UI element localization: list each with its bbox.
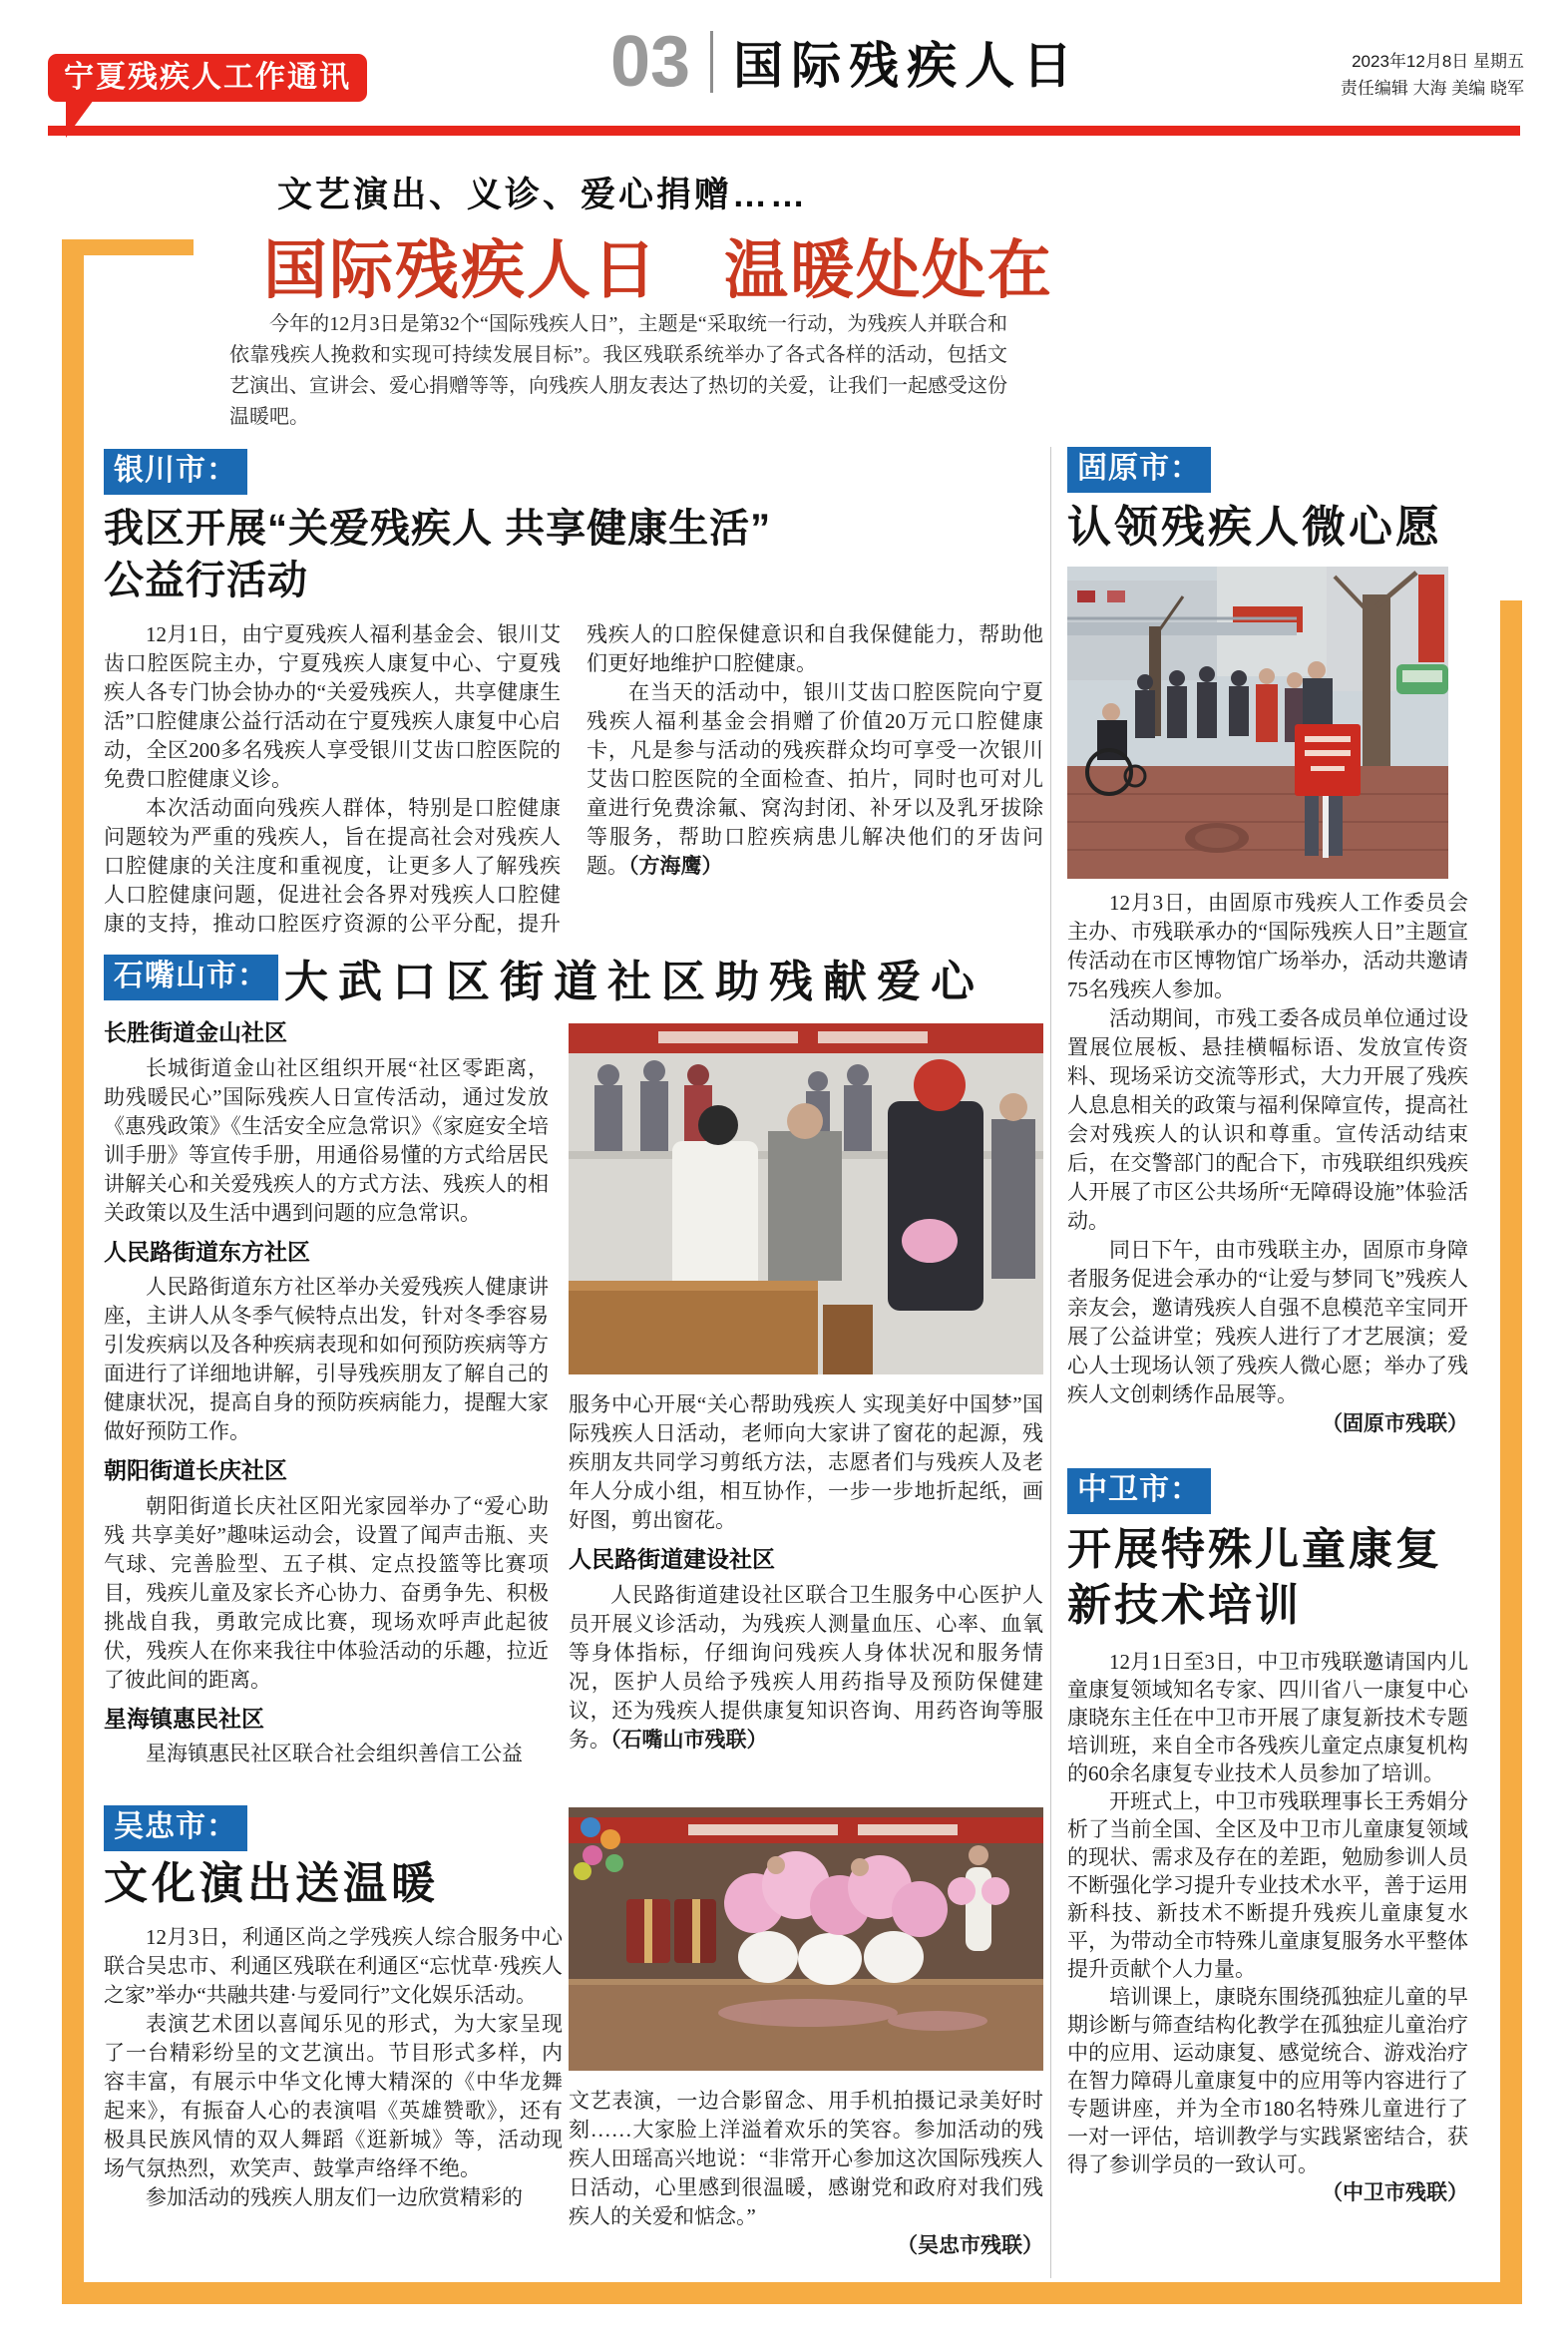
continuation-paragraph: 文艺表演，一边合影留念、用手机拍摄记录美好时刻……大家脸上洋溢着欢乐的笑容。参加活动的残疾人田瑶高兴地说：“非常开心参加这次国际残疾人日活动，心里感到很温暖，感谢党和政府对我们残疾人的关爱和惦念。” xyxy=(569,2089,1043,2228)
article-title xyxy=(104,503,1043,606)
subhead: 朝阳街道长庆社区 xyxy=(104,1457,287,1484)
paragraph: 人民路街道建设社区联合卫生服务中心医护人员开展义诊活动，为残疾人测量血压、心率、血氧等身体指标，仔细询问残疾人身体状况和服务情况，医护人员给予残疾人用药指导及预防保健建议，还为残疾人提供康复知识咨询、用药咨询等服务。（石嘴山市残联） xyxy=(569,1582,1043,1752)
article-body xyxy=(104,1923,563,2212)
masthead-center xyxy=(610,22,1081,102)
shizuishan-clinic-photo xyxy=(569,1023,1043,1374)
masthead-divider xyxy=(710,31,713,93)
title-line-2: 公益行活动 xyxy=(104,559,308,602)
article-title: 认领残疾人微心愿 xyxy=(1067,503,1442,552)
lead-headline: 国际残疾人日 温暖处处在 xyxy=(263,234,1053,306)
article-zhongwei xyxy=(1067,1468,1468,2206)
paragraph: 12月1日，由宁夏残疾人福利基金会、银川艾齿口腔医院主办，宁夏残疾人康复中心、宁夏残疾人各专门协会协办的“关爱残疾人，共享健康生活”口腔健康公益行活动在宁夏残疾人康复中心启动，全区200多名残疾人享受银川艾齿口腔医院的免费口腔健康义诊。 xyxy=(104,622,561,791)
page-topic: 国际残疾人日 xyxy=(733,38,1081,94)
byline: （固原市残联） xyxy=(1322,1411,1468,1435)
article-yinchuan xyxy=(104,449,1043,942)
city-label-wuzhong: 吴忠市： xyxy=(104,1805,247,1851)
wuzhong-stage-photo xyxy=(569,1807,1043,2071)
paragraph: 12月1日至3日，中卫市残联邀请国内儿童康复领域知名专家、四川省八一康复中心康晓东主任在中卫市开展了康复新技术专题培训班，来自全市各残疾儿童定点康复机构的60余名康复专业技术人员参加了培训。 xyxy=(1067,1650,1468,1785)
editors-line: 责任编辑 大海 美编 晓军 xyxy=(1340,79,1524,98)
page-number: 03 xyxy=(610,22,691,102)
shizuishan-right-body xyxy=(569,1390,1043,1755)
title-line-1: 我区开展“关爱残疾人 共享健康生活” xyxy=(104,507,772,551)
article-title xyxy=(1067,1522,1468,1634)
city-label-zhongwei: 中卫市： xyxy=(1067,1468,1211,1514)
wuzhong-right-body xyxy=(569,2087,1043,2260)
article-guyuan xyxy=(1067,447,1468,1438)
shizuishan-left-column xyxy=(104,1019,549,1768)
paragraph: 培训课上，康晓东围绕孤独症儿童的早期诊断与筛查结构化教学在孤独症儿童治疗中的应用、运动康复、感觉统合、游戏治疗在智力障碍儿童康复中的应用等内容进行了专题讲座，并为全市180名特殊儿童进行了一对一评估，培训教学与实践紧密结合，获得了参训学员的一致认可。 xyxy=(1067,1985,1468,2176)
subhead: 人民路街道建设社区 xyxy=(569,1546,775,1572)
subhead: 人民路街道东方社区 xyxy=(104,1238,310,1265)
city-label-shizuishan: 石嘴山市： xyxy=(104,955,278,1000)
article-title: 文化演出送温暖 xyxy=(104,1859,439,1908)
masthead-right xyxy=(1341,48,1524,102)
city-label-yinchuan: 银川市： xyxy=(104,449,247,495)
byline: （中卫市残联） xyxy=(1322,2180,1468,2204)
paragraph: 长城街道金山社区组织开展“社区零距离，助残暖民心”国际残疾人日宣传活动，通过发放《惠残政策》《生活安全应急常识》《家庭安全培训手册》等宣传手册，用通俗易懂的方式给居民讲解关心和关爱残疾人的方式方法、残疾人的相关政策以及生活中遇到问题的应急常识。 xyxy=(104,1055,549,1225)
frame-left-bar xyxy=(62,239,84,2304)
byline: （吴忠市残联） xyxy=(897,2233,1043,2257)
paragraph: 表演艺术团以喜闻乐见的形式，为大家呈现了一台精彩纷呈的文艺演出。节目形式多样，内容丰富，有展示中华文化博大精深的《中华龙舞起来》，有振奋人心的表演唱《英雄赞歌》，还有极具民族风情的双人舞蹈《逛新城》等，活动现场气氛热烈，欢笑声、鼓掌声络绎不绝。 xyxy=(104,2012,563,2180)
lead-kicker: 文艺演出、义诊、爱心捐赠…… xyxy=(277,176,809,214)
shizuishan-right-column xyxy=(569,1023,1043,1755)
paragraph: 本次活动面向残疾人群体，特别是口腔健康问题较为严重的残疾人，旨在提高社会对残疾人口腔健康的关注度和重视度，让更多人了解残疾人口腔健康问题，促进社会各界对残疾人口腔健康的支持，推动口腔医疗资源的公平分配，提升残疾人的口腔保健意识和自我保健能力，帮助他们更好地维护口腔健康。 xyxy=(104,622,1043,936)
article-wuzhong xyxy=(104,1805,563,2212)
guyuan-street-photo xyxy=(1067,567,1448,879)
article-body xyxy=(104,620,1043,942)
subhead: 长胜街道金山社区 xyxy=(104,1019,287,1045)
frame-right-bar xyxy=(1500,600,1522,2304)
byline: （石嘴山市残联） xyxy=(610,1727,768,1752)
lead-intro: 今年的12月3日是第32个“国际残疾人日”，主题是“采取统一行动，为残疾人并联合和依靠残疾人挽救和实现可持续发展目标”。我区残联系统举办了各式各样的活动，包括文艺演出、宣讲会、爱心捐赠等等，向残疾人朋友表达了热切的关爱，让我们一起感受这份温暖吧。 xyxy=(229,313,1007,428)
paragraph: 在当天的活动中，银川艾齿口腔医院向宁夏残疾人福利基金会捐赠了价值20万元口腔健康卡，凡是参与活动的残疾群众均可享受一次银川艾齿口腔医院的全面检查、拍片，同时也可对儿童进行免费涂氟、窝沟封闭、补牙以及乳牙拔除等服务，帮助口腔疾病患儿解决他们的牙齿问题。（方海鹰） xyxy=(587,680,1043,878)
article-body xyxy=(1067,1648,1468,2206)
article-body xyxy=(1067,889,1468,1438)
masthead-rule xyxy=(48,126,1520,136)
paragraph: 开班式上，中卫市残联理事长王秀娟分析了当前全国、全区及中卫市儿童康复领域的现状、需求及存在的差距，勉励参训人员不断强化学习提升专业技术水平，善于运用新科技、新技术不断提升残疾儿童康复水平，为带动全市特殊儿童康复服务水平整体提升贡献个人力量。 xyxy=(1067,1789,1468,1981)
byline: （方海鹰） xyxy=(628,854,723,878)
wuzhong-right-column xyxy=(569,1807,1043,2260)
paragraph: 12月3日，利通区尚之学残疾人综合服务中心联合吴忠市、利通区残联在利通区“忘忧草·残疾人之家”举办“共融共建·与爱同行”文化娱乐活动。 xyxy=(104,1925,563,2007)
paragraph: 朝阳街道长庆社区阳光家园举办了“爱心助残 共享美好”趣味运动会，设置了闻声击瓶、夹气球、完善脸型、五子棋、定点投篮等比赛项目，残疾儿童及家长齐心协力、奋勇争先、积极挑战自我，勇敢完成比赛，现场欢呼声此起彼伏，残疾人在你来我往中体验活动的乐趣，拉近了彼此间的距离。 xyxy=(104,1493,549,1692)
paragraph: 人民路街道东方社区举办关爱残疾人健康讲座，主讲人从冬季气候特点出发，针对冬季容易引发疾病以及各种疾病表现和如何预防疾病等方面进行了详细地讲解，引导残疾朋友了解自己的健康状况，提高自身的预防疾病能力，提醒大家做好预防工作。 xyxy=(104,1275,549,1444)
paragraph: 活动期间，市残工委各成员单位通过设置展位展板、悬挂横幅标语、发放宣传资料、现场采访交流等形式，大力开展了残疾人息息相关的政策与福利保障宣传，提高社会对残疾人的认识和尊重。宣传活动结束后，在交警部门的配合下，市残联组织残疾人开展了市区公共场所“无障碍设施”体验活动。 xyxy=(1067,1006,1468,1233)
subhead: 星海镇惠民社区 xyxy=(104,1705,264,1732)
issue-date: 2023年12月8日 星期五 xyxy=(1352,52,1524,71)
city-label-guyuan: 固原市： xyxy=(1067,447,1211,493)
paragraph: 参加活动的残疾人朋友们一边欣赏精彩的 xyxy=(146,2185,523,2209)
title-line-2: 新技术培训 xyxy=(1067,1581,1302,1630)
article-shizuishan-header xyxy=(104,946,1043,1009)
article-title: 大武口区街道社区助残献爱心 xyxy=(284,958,984,1006)
column-rule xyxy=(1050,447,1051,2278)
paragraph: 星海镇惠民社区联合社会组织善信工公益 xyxy=(146,1742,523,1766)
title-line-1: 开展特殊儿童康复 xyxy=(1067,1525,1442,1574)
newsletter-badge: 宁夏残疾人工作通讯 xyxy=(48,54,367,102)
paragraph: 同日下午，由市残联主办，固原市身障者服务促进会承办的“让爱与梦同飞”残疾人亲友会，邀请残疾人自强不息模范辛宝同开展了公益讲堂；残疾人进行了才艺展演；爱心人士现场认领了残疾人微心愿；举办了残疾人文创刺绣作品展等。 xyxy=(1067,1238,1468,1406)
frame-bottom-bar xyxy=(62,2282,1522,2304)
paragraph: 12月3日，由固原市残疾人工作委员会主办、市残联承办的“国际残疾人日”主题宣传活动在市区博物馆广场举办，活动共邀请75名残疾人参加。 xyxy=(1067,891,1468,1001)
continuation-paragraph: 服务中心开展“关心帮助残疾人 实现美好中国梦”国际残疾人日活动，老师向大家讲了窗花的起源，残疾朋友共同学习剪纸方法，志愿者们与残疾人及老年人分成小组，相互协作，一步一步地折起纸，画好图，剪出窗花。 xyxy=(569,1392,1043,1532)
